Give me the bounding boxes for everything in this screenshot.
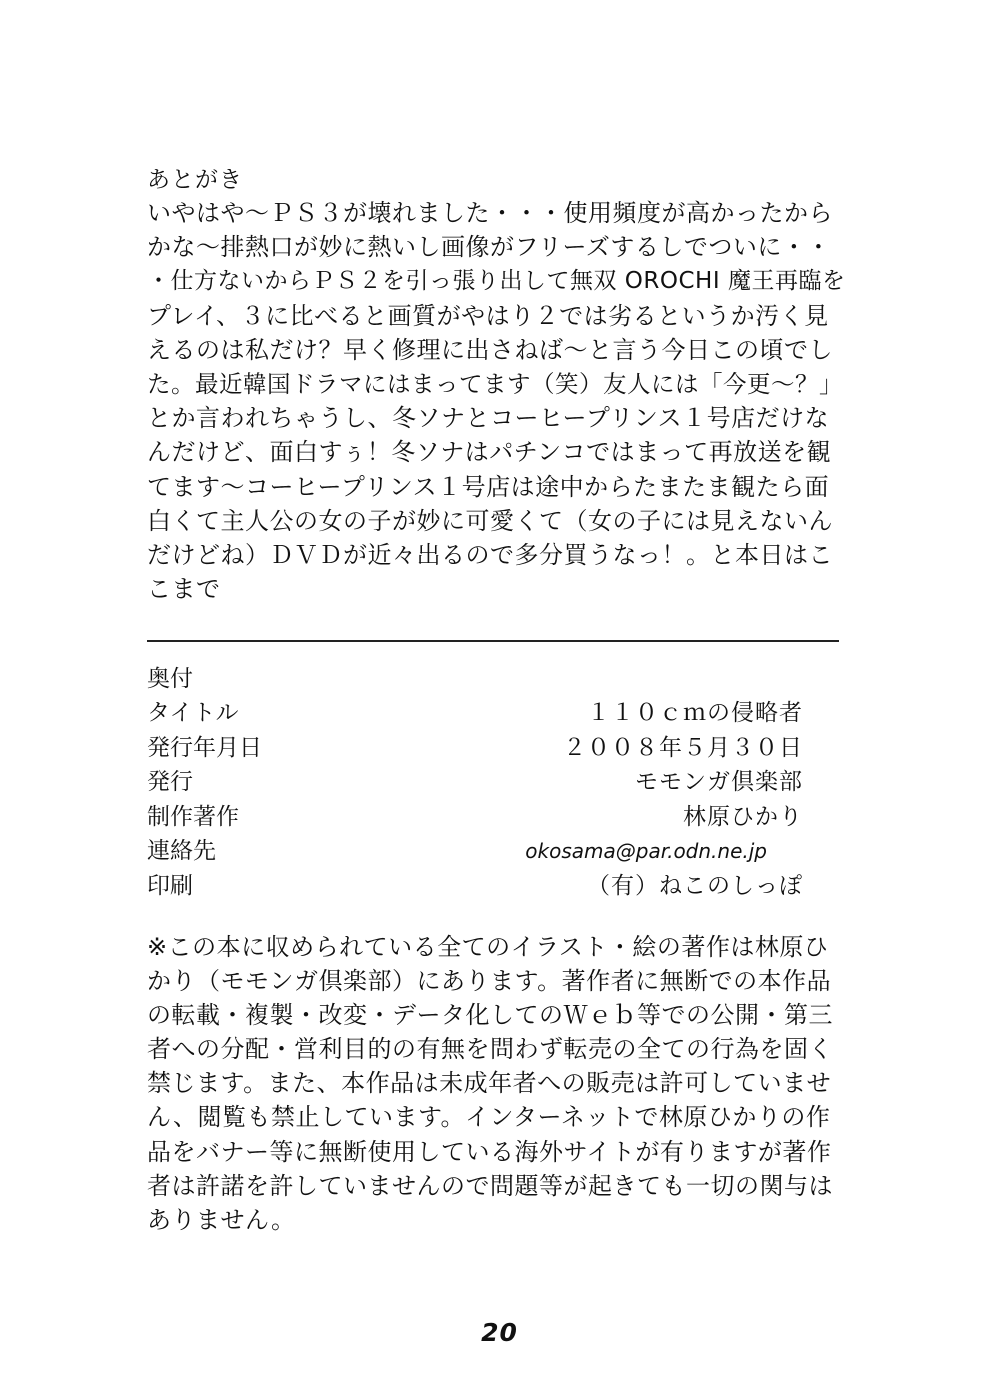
colophon-label: 印刷 [147, 872, 193, 899]
colophon-row-contact [147, 834, 803, 869]
afterword-text [147, 196, 847, 606]
colophon-label: 発行 [147, 769, 193, 795]
colophon-label: タイトル [147, 700, 239, 726]
afterword-line: んだけど、面白すぅ！冬ソナはパチンコではまって再放送を観 [147, 438, 832, 467]
afterword-line: ・仕方ないからＰＳ２を引っ張り出して無双 OROCHI 魔王再臨を [147, 268, 846, 295]
colophon-row-author [147, 800, 803, 835]
afterword-line: いやはや～ＰＳ３が壊れました・・・使用頻度が高かったから [147, 199, 833, 227]
colophon-value: １１０ｃｍの侵略者 [587, 700, 803, 726]
colophon-table [147, 696, 803, 903]
notice-line: 者への分配・営利目的の有無を問わず転売の全ての行為を固く [147, 1035, 833, 1064]
colophon-row-printer [147, 869, 803, 904]
notice-line: かり（モモンガ倶楽部）にあります。著作者に無断での本作品 [147, 967, 832, 996]
afterword-line: だけどね）ＤＶＤが近々出るので多分買うなっ！。と本日はこ [147, 540, 833, 569]
colophon-title: 奥付 [147, 666, 193, 692]
page-number: 20 [481, 1318, 518, 1347]
afterword-line: こまで [147, 575, 221, 604]
afterword-line: えるのは私だけ？早く修理に出さねば～と言う今日この頃でし [147, 335, 833, 364]
afterword-line: た。最近韓国ドラマにはまってます（笑）友人には「今更～？」 [147, 369, 843, 398]
colophon-label: 連絡先 [147, 838, 216, 864]
colophon-value: （有）ねこのしっぽ [587, 872, 803, 899]
notice-line: 品をバナー等に無断使用している海外サイトが有りますが著作 [147, 1137, 832, 1166]
afterword-line: てます～コーヒープリンス１号店は途中からたまたま観たら面 [147, 472, 830, 501]
colophon-row-date [147, 731, 803, 766]
copyright-notice [147, 930, 847, 1237]
notice-line: ※この本に収められている全てのイラスト・絵の著作は林原ひ [147, 933, 829, 961]
colophon-label: 制作著作 [147, 803, 239, 830]
colophon-value: 林原ひかり [683, 803, 803, 830]
afterword-line: 白くて主人公の女の子が妙に可愛くて（女の子には見えないん [147, 506, 833, 535]
section-divider [147, 640, 839, 642]
afterword-line: かな～排熱口が妙に熱いし画像がフリーズするしでついに・・ [147, 233, 831, 262]
colophon-label: 発行年月日 [147, 734, 262, 761]
afterword-line: プレイ、３に比べると画質がやはり２では劣るというか汚く見 [147, 301, 829, 330]
notice-line: 禁じます。また、本作品は未成年者への販売は許可していませ [147, 1069, 832, 1098]
colophon-row-title [147, 696, 803, 731]
notice-line: ん、閲覧も禁止しています。インターネットで林原ひかりの作 [147, 1103, 831, 1132]
contact-email: okosama@par.odn.ne.jp [525, 839, 767, 863]
notice-line: の転載・複製・改変・データ化してのＷｅｂ等での公開・第三 [147, 1001, 833, 1030]
colophon-value: モモンガ倶楽部 [635, 769, 803, 795]
notice-line: ありません。 [147, 1205, 296, 1234]
colophon-value: ２００８年５月３０日 [563, 734, 803, 761]
afterword-line: とか言われちゃうし、冬ソナとコーヒープリンス１号店だけな [147, 404, 830, 433]
colophon-row-publisher [147, 765, 803, 800]
afterword-heading: あとがき [147, 167, 243, 193]
notice-line: 者は許諾を許していませんので問題等が起きても一切の関与は [147, 1171, 833, 1200]
